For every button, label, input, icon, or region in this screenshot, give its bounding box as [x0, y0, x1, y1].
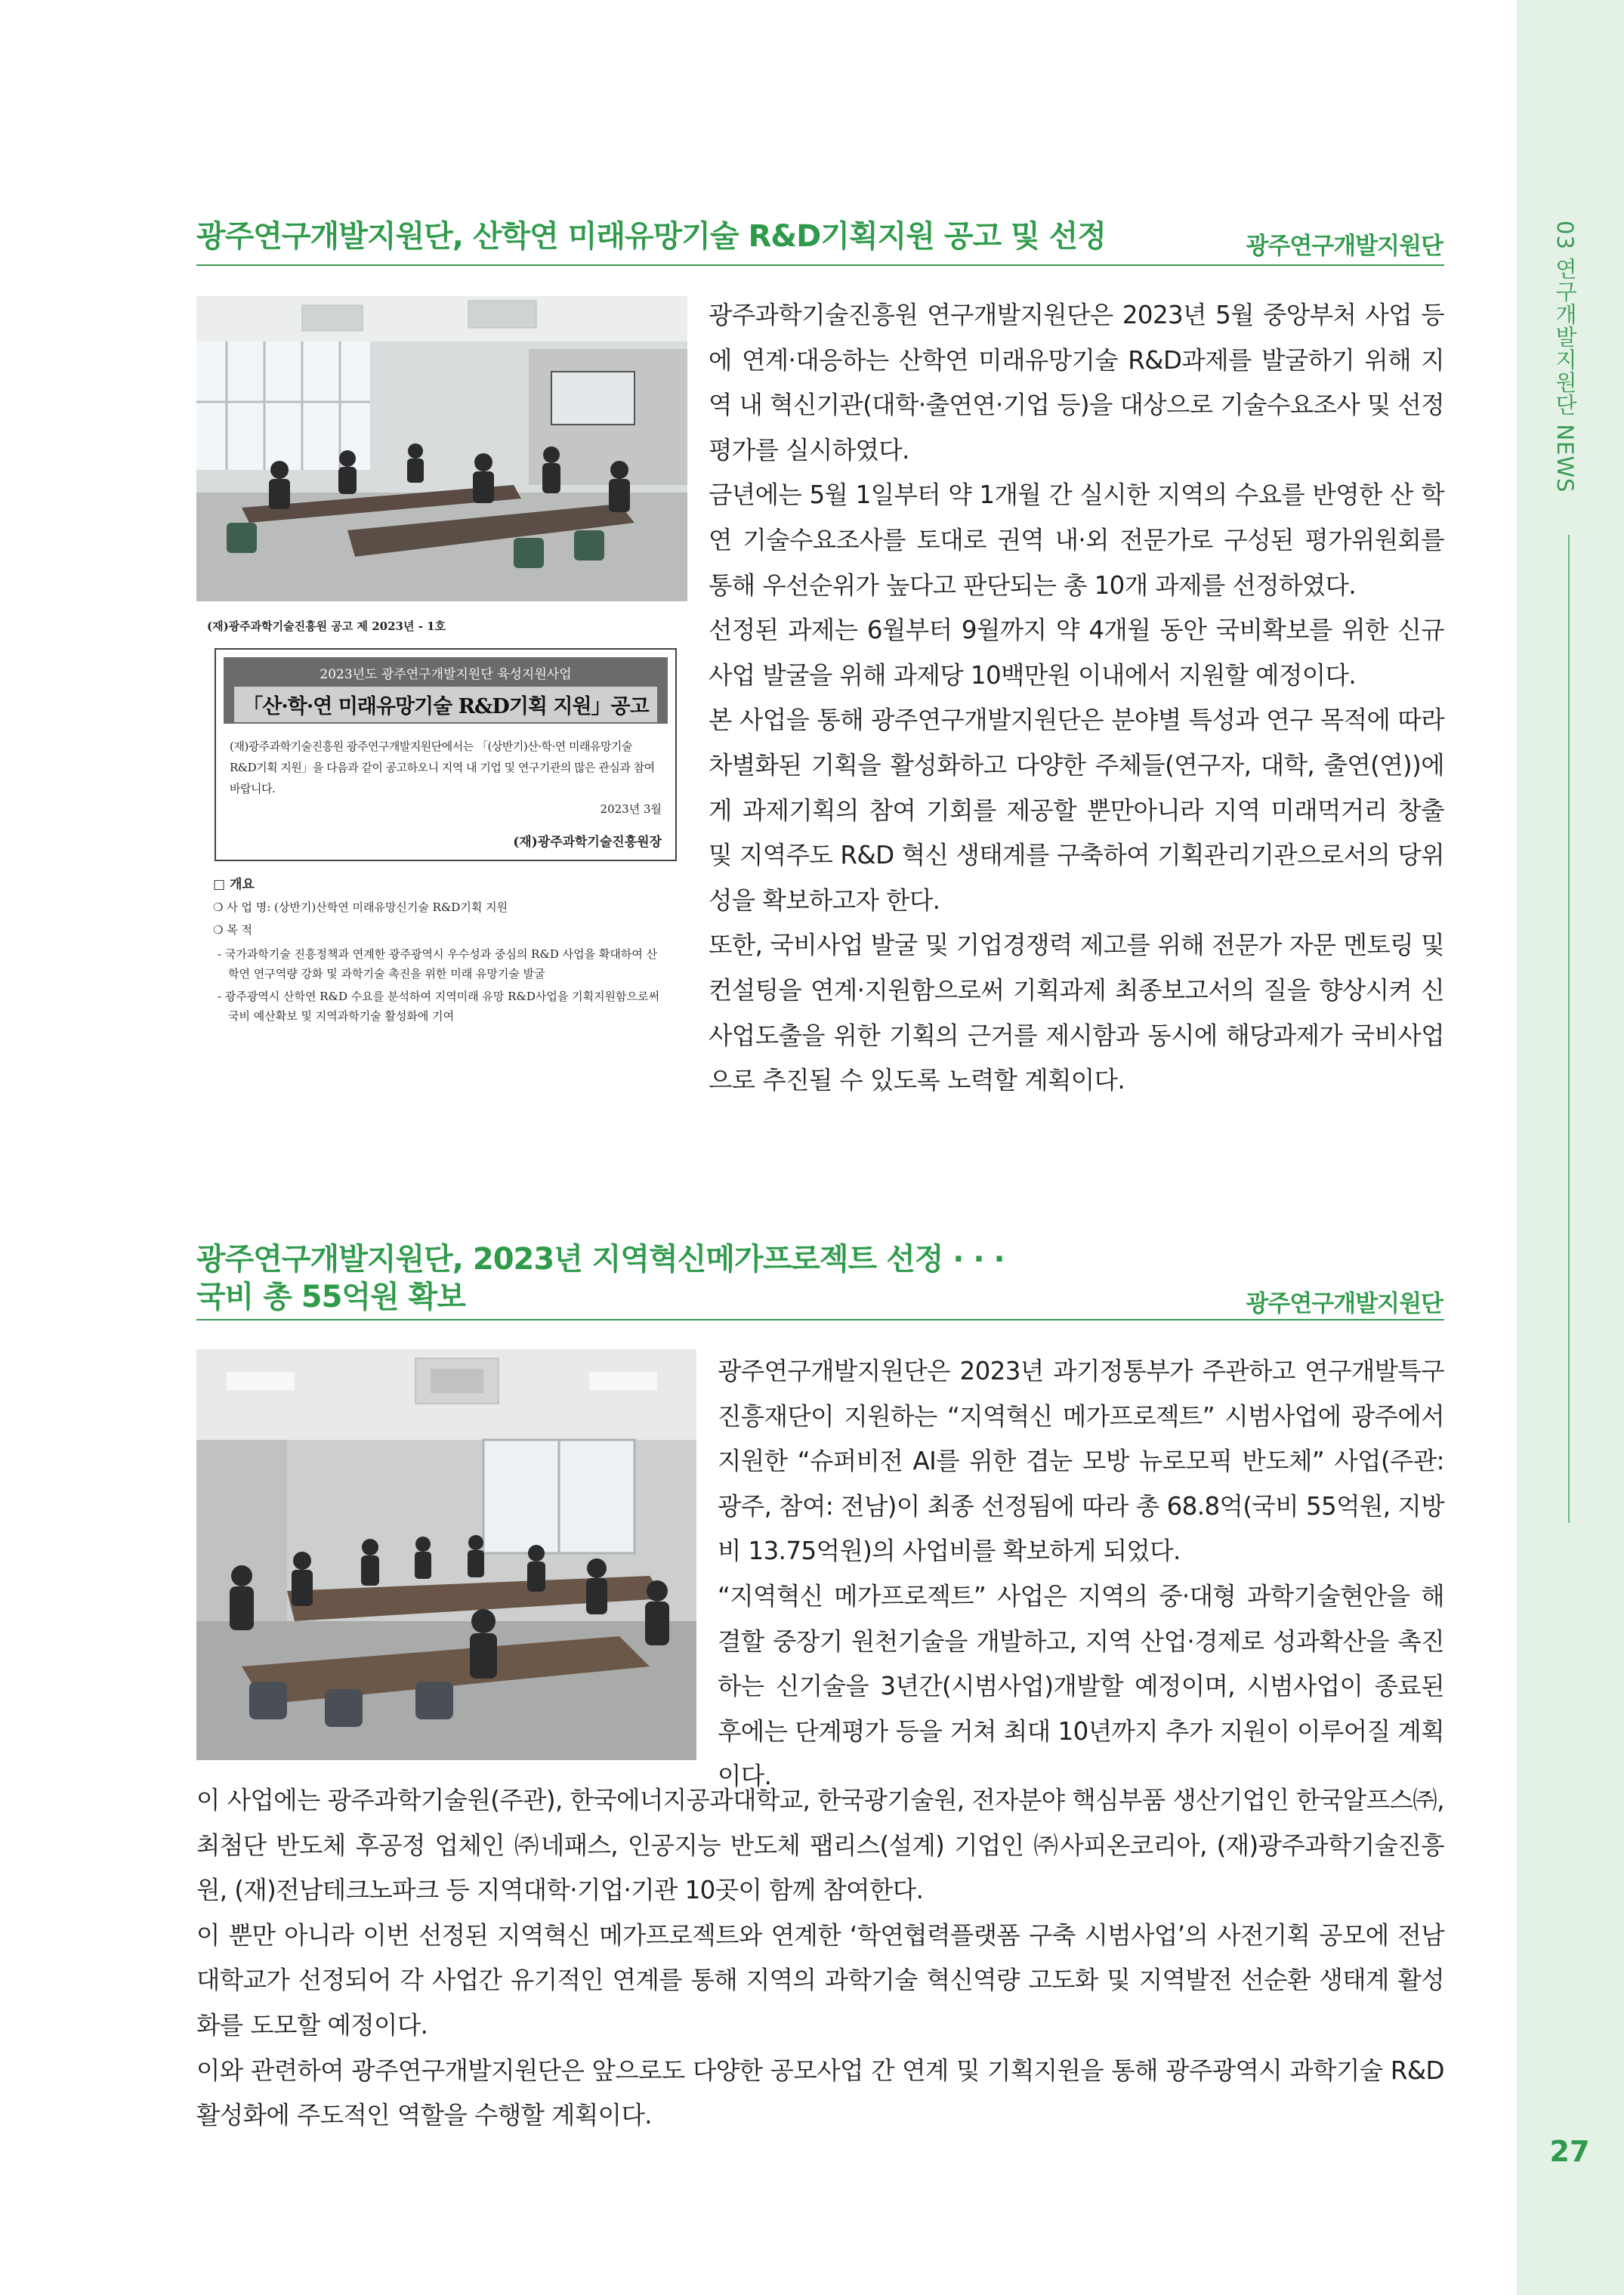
- article1-rule: [196, 264, 1444, 266]
- sidebar-divider: [1568, 535, 1570, 1523]
- article2-paragraph: 광주연구개발지원단은 2023년 과기정통부가 주관하고 연구개발특구진흥재단이 지원하는 “지역혁신 메가프로젝트” 시범사업에 광주에서 지원한 “슈퍼비전 AI를 위한 겹눈 모방 뉴로모픽 반도체” 사업(주관: 광주, 참여: 전남)이 최종 선정됨에 따라 총 68.8억(국비 55억원, 지방비 13.75억원)의 사업비를 확보하게 되었다.: [718, 1357, 1444, 1566]
- page-number: 27: [1549, 2135, 1590, 2168]
- notice-signature: (재)광주과학기술진흥원장: [513, 835, 662, 850]
- notice-outline-item: ❍ 사 업 명: (상반기)산학연 미래유망신기술 R&D기획 지원: [213, 900, 508, 914]
- article2-title-line2: 국비 총 55억원 확보: [196, 1280, 465, 1314]
- article1-paragraph: 또한, 국비사업 발굴 및 기업경쟁력 제고를 위해 전문가 자문 멘토링 및 컨설팅을 연계·지원함으로써 기획과제 최종보고서의 질을 향상시켜 신사업도출을 위한 기획의 근거를 제시함과 동시에 해당과제가 국비사업으로 추진될 수 있도록 노력할 계획이다.: [709, 931, 1444, 1095]
- article1-notice-image: [196, 604, 687, 1095]
- notice-banner-sub: 2023년도 광주연구개발지원단 육성지원사업: [320, 667, 572, 682]
- notice-outline-item: ❍ 목 적: [213, 923, 252, 937]
- article1-paragraph: 금년에는 5월 1일부터 약 1개월 간 실시한 지역의 수요를 반영한 산 학 연 기술수요조사를 토대로 권역 내·외 전문가로 구성된 평가위원회를 통해 우선순위가 높다고 판단되는 총 10개 과제를 선정하였다.: [709, 480, 1444, 600]
- article2-body-full: [196, 1778, 1444, 2139]
- notice-outline-bullet: - 광주광역시 산학연 R&D 수요를 분석하여 지역미래 유망 R&D사업을 기획지원함으로써 국비 예산확보 및 지역과학기술 활성화에 기여: [218, 990, 660, 1023]
- article2-photo: [196, 1349, 696, 1760]
- article1-body: [709, 293, 1444, 1104]
- notice-date: 2023년 3월: [600, 802, 662, 816]
- article1-paragraph: 선정된 과제는 6월부터 9월까지 약 4개월 동안 국비확보를 위한 신규사업 발굴을 위해 과제당 10백만원 이내에서 지원할 예정이다.: [709, 616, 1444, 690]
- notice-outline-bullet: - 국가과학기술 진흥정책과 연계한 광주광역시 우수성과 중심의 R&D 사업을 확대하여 산학연 연구역량 강화 및 과학기술 촉진을 위한 미래 유망기술 발굴: [218, 947, 658, 981]
- notice-outline: [213, 873, 666, 1026]
- article2-rule: [196, 1319, 1444, 1320]
- notice-ref: (재)광주과학기술진흥원 공고 제 2023년 - 1호: [207, 619, 446, 633]
- notice-body: (재)광주과학기술진흥원 광주연구개발지원단에서는 「(상반기)산·학·연 미래유망기술 R&D기획 지원」을 다음과 같이 공고하오니 지역 내 기업 및 연구기관의 많은 관심과 참여 바랍니다.: [230, 740, 655, 795]
- notice-banner: [224, 657, 668, 724]
- section-label: 03 연구개발지원단 NEWS: [1552, 221, 1578, 493]
- article2-body-right: [718, 1349, 1444, 1799]
- article2-paragraph: 이와 관련하여 광주연구개발지원단은 앞으로도 다양한 공모사업 간 연계 및 기획지원을 통해 광주광역시 과학기술 R&D 활성화에 주도적인 역할을 수행할 계획이다.: [196, 2056, 1444, 2130]
- article1-photo: [196, 296, 687, 601]
- article1-paragraph: 광주과학기술진흥원 연구개발지원단은 2023년 5월 중앙부처 사업 등에 연계·대응하는 산학연 미래유망기술 R&D과제를 발굴하기 위해 지역 내 혁신기관(대학·출연연·기업 등)을 대상으로 기술수요조사 및 선정평가를 실시하였다.: [709, 301, 1444, 465]
- article2-title-line1: 광주연구개발지원단, 2023년 지역혁신메가프로젝트 선정 · · ·: [196, 1242, 1005, 1277]
- article2-paragraph: 이 사업에는 광주과학기술원(주관), 한국에너지공과대학교, 한국광기술원, 전자분야 핵심부품 생산기업인 한국알프스㈜, 최첨단 반도체 후공정 업체인 ㈜네패스, 인공지능 반도체 팹리스(설계) 기업인 ㈜사피온코리아, (재)광주과학기술진흥원, (재)전남테크노파크 등 지역대학·기업·기관 10곳이 함께 참여한다.: [196, 1786, 1444, 1905]
- article1-source: 광주연구개발지원단: [1246, 233, 1443, 260]
- article1-title: 광주연구개발지원단, 산학연 미래유망기술 R&D기획지원 공고 및 선정: [196, 219, 1106, 254]
- notice-outline-heading: □ 개요: [213, 877, 255, 892]
- article1-paragraph: 본 사업을 통해 광주연구개발지원단은 분야별 특성과 연구 목적에 따라 차별화된 기획을 활성화하고 다양한 주체들(연구자, 대학, 출연(연))에게 과제기획의 참여 기회를 제공할 뿐만아니라 지역 미래먹거리 창출 및 지역주도 R&D 혁신 생태계를 구축하여 기획관리기관으로서의 당위성을 확보하고자 한다.: [709, 706, 1444, 915]
- notice-box: [215, 648, 677, 861]
- article2-paragraph: “지역혁신 메가프로젝트” 사업은 지역의 중·대형 과학기술현안을 해결할 중장기 원천기술을 개발하고, 지역 산업·경제로 성과확산을 촉진하는 신기술을 3년간(시범사업)개발할 예정이며, 시범사업이 종료된 후에는 단계평가 등을 거쳐 최대 10년까지 추가 지원이 이루어질 계획이다.: [718, 1581, 1444, 1791]
- article2-source: 광주연구개발지원단: [1246, 1290, 1443, 1317]
- article2-paragraph: 이 뿐만 아니라 이번 선정된 지역혁신 메가프로젝트와 연계한 ‘학연협력플랫폼 구축 시범사업’의 사전기획 공모에 전남대학교가 선정되어 각 사업간 유기적인 연계를 통해 지역의 과학기술 혁신역량 고도화 및 지역발전 선순환 생태계 활성화를 도모할 예정이다.: [196, 1920, 1444, 2040]
- notice-banner-main: 「산·학·연 미래유망기술 R&D기획 지원」공고: [234, 687, 657, 722]
